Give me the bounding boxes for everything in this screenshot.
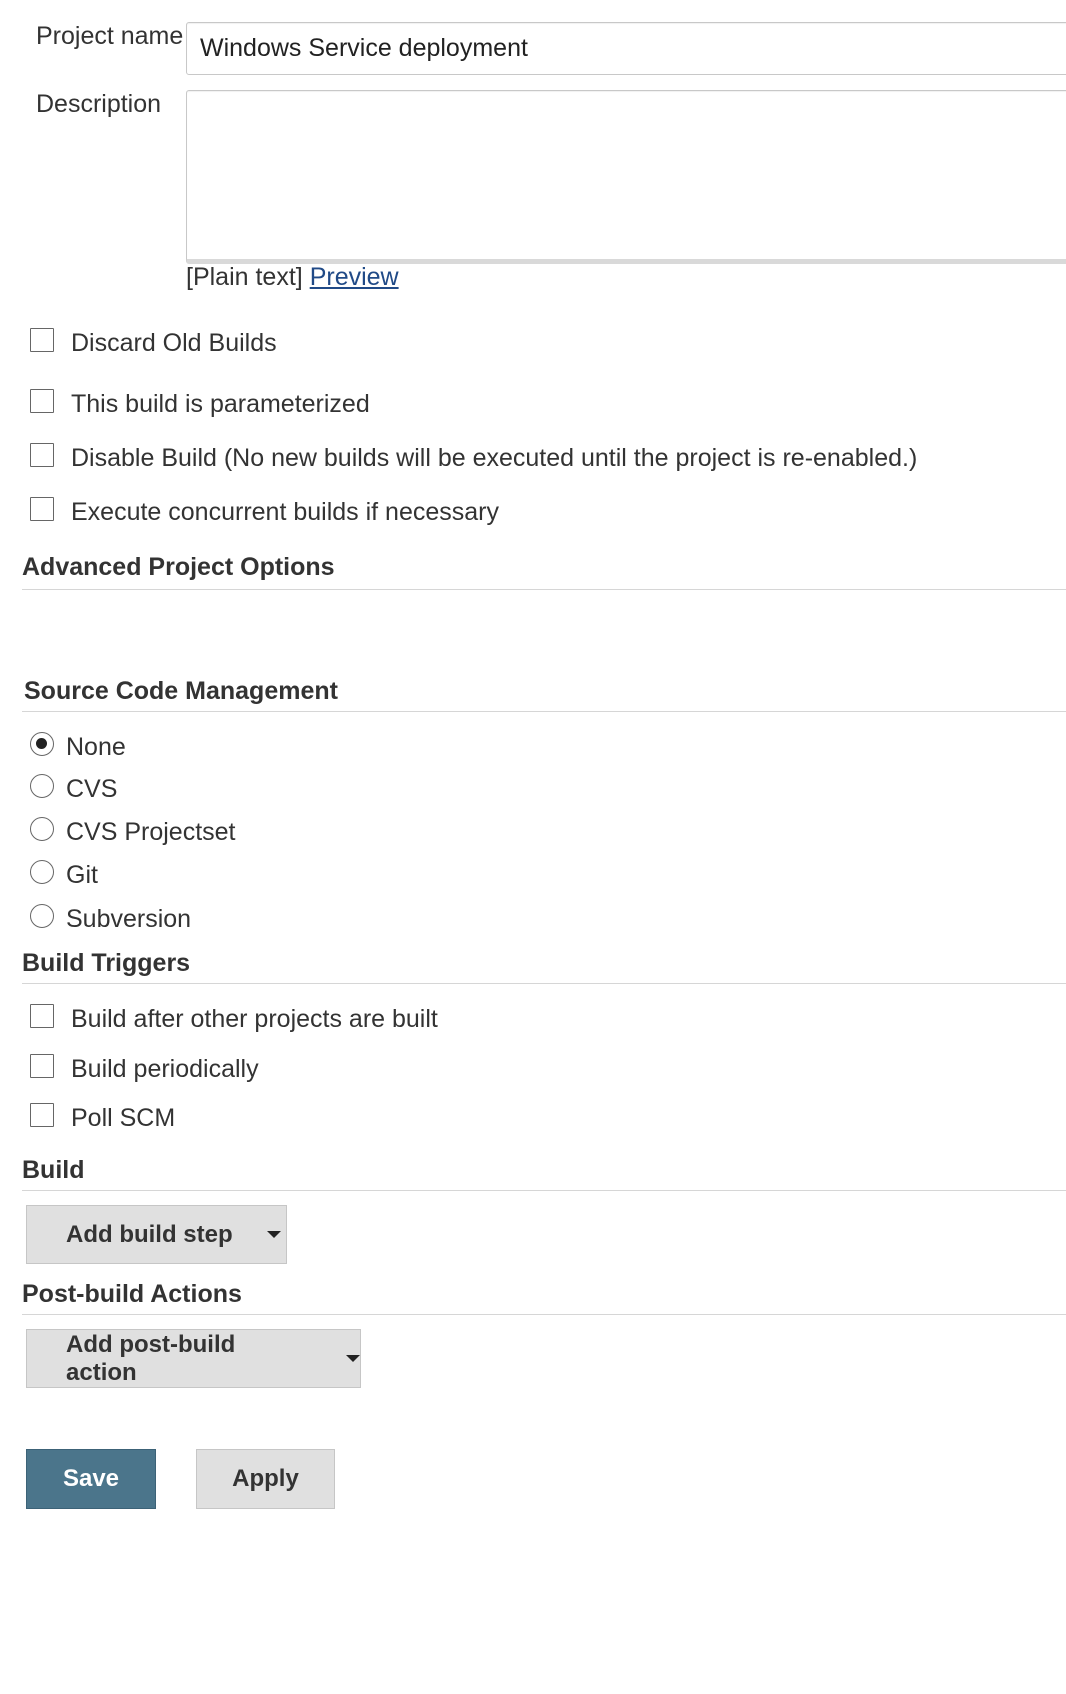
scm-git-label: Git <box>66 861 98 889</box>
scm-heading: Source Code Management <box>24 677 338 705</box>
description-textarea[interactable] <box>186 90 1066 264</box>
parameterized-checkbox[interactable] <box>30 389 54 413</box>
apply-button[interactable] <box>196 1449 335 1509</box>
description-label: Description <box>36 90 162 118</box>
trigger-poll-scm-label: Poll SCM <box>71 1104 176 1132</box>
advanced-options-heading: Advanced Project Options <box>22 553 335 581</box>
markup-formatter-line <box>186 263 399 292</box>
add-build-step-label: Add build step <box>66 1220 233 1248</box>
disable-build-label: Disable Build (No new builds will be executed until the project is re-enabled.) <box>71 444 918 472</box>
trigger-periodically-checkbox[interactable] <box>30 1054 54 1078</box>
build-triggers-heading: Build Triggers <box>22 949 191 977</box>
discard-old-builds-label: Discard Old Builds <box>71 329 277 357</box>
save-button-label: Save <box>62 1465 120 1492</box>
trigger-after-other-projects-label: Build after other projects are built <box>71 1005 438 1033</box>
advanced-options-divider <box>22 589 1066 590</box>
scm-cvs-label: CVS <box>66 775 118 803</box>
scm-none-radio[interactable] <box>30 732 54 756</box>
trigger-poll-scm-checkbox[interactable] <box>30 1103 54 1127</box>
add-post-build-action-label: Add post-build action <box>66 1330 236 1386</box>
scm-cvs-radio[interactable] <box>30 774 54 798</box>
scm-cvs-projectset-radio[interactable] <box>30 817 54 841</box>
parameterized-label: This build is parameterized <box>71 390 370 418</box>
post-build-heading: Post-build Actions <box>22 1280 242 1308</box>
post-build-divider <box>22 1314 1066 1315</box>
disable-build-checkbox[interactable] <box>30 443 54 467</box>
scm-divider <box>22 711 1066 712</box>
trigger-after-other-projects-checkbox[interactable] <box>30 1004 54 1028</box>
caret-down-icon <box>267 1231 281 1238</box>
trigger-periodically-label: Build periodically <box>71 1055 259 1083</box>
project-name-label: Project name <box>36 22 184 50</box>
concurrent-builds-label: Execute concurrent builds if necessary <box>71 498 499 526</box>
preview-link[interactable]: Preview <box>309 263 399 291</box>
scm-subversion-label: Subversion <box>66 905 192 933</box>
build-triggers-divider <box>22 983 1066 984</box>
scm-none-label: None <box>66 733 126 761</box>
add-build-step-button[interactable] <box>26 1205 287 1264</box>
scm-subversion-radio[interactable] <box>30 904 54 928</box>
save-button[interactable] <box>26 1449 156 1509</box>
build-heading: Build <box>22 1156 85 1184</box>
build-divider <box>22 1190 1066 1191</box>
markup-format-label: [Plain text] <box>186 263 303 291</box>
project-name-input[interactable] <box>186 22 1066 75</box>
scm-cvs-projectset-label: CVS Projectset <box>66 818 236 846</box>
caret-down-icon <box>346 1355 360 1362</box>
scm-git-radio[interactable] <box>30 860 54 884</box>
concurrent-builds-checkbox[interactable] <box>30 497 54 521</box>
add-post-build-action-button[interactable] <box>26 1329 361 1388</box>
apply-button-label: Apply <box>232 1465 299 1492</box>
discard-old-builds-checkbox[interactable] <box>30 328 54 352</box>
